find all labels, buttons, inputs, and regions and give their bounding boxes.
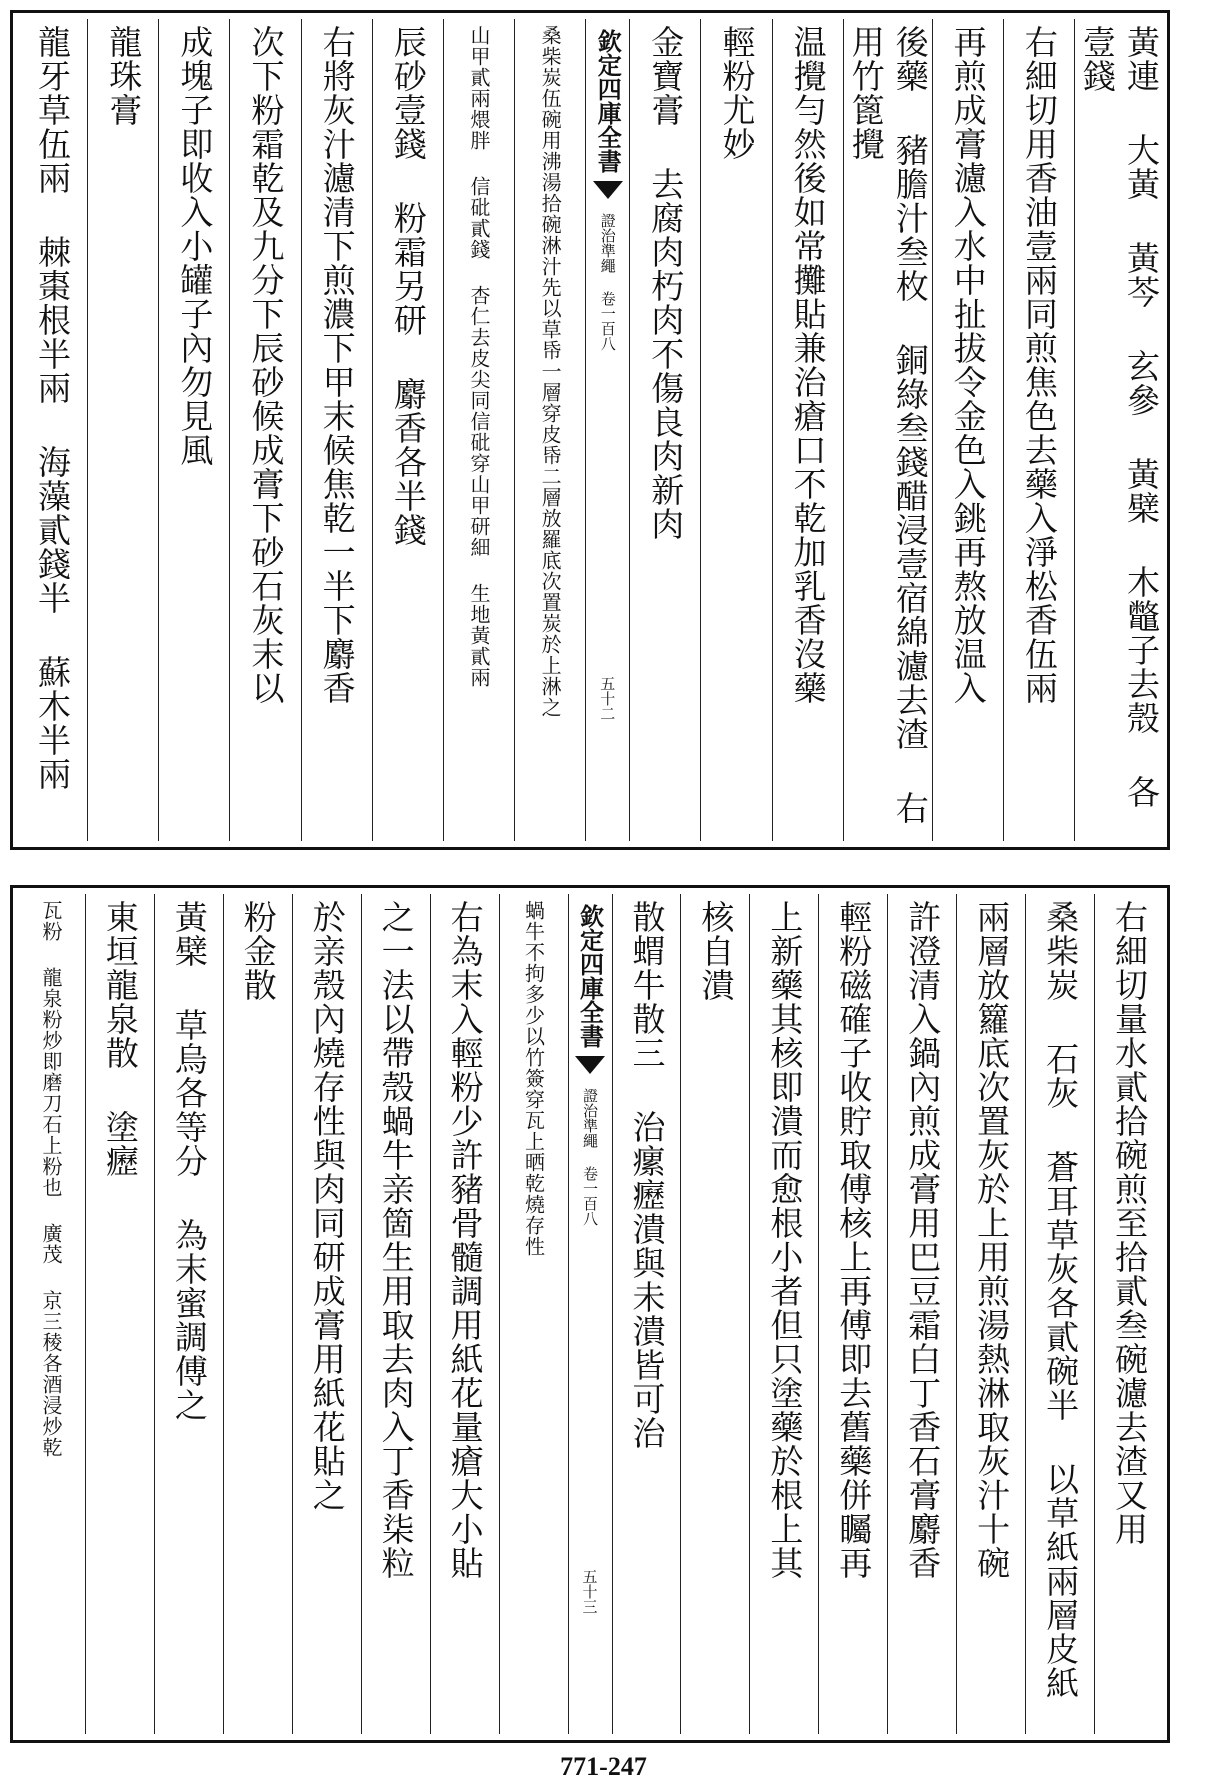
text-column xyxy=(887,894,956,1734)
column-text: 後藥 豬膽汁叁枚 銅綠叁錢醋浸壹宿綿濾去渣 右用竹篦攪 xyxy=(846,25,930,825)
column-text: 桑柴炭伍碗用沸湯拾碗淋汁先以草帋一層穿皮帋二層放羅底次置炭於上淋之 xyxy=(538,25,563,718)
text-column xyxy=(499,894,568,1734)
column-text: 上新藥其核即潰而愈根小者但只塗藥於根上其 xyxy=(765,900,805,1580)
column-text: 許澄清入鍋內煎成膏用巴豆霜白丁香石膏麝香 xyxy=(903,900,943,1580)
column-text: 黃檗 草烏各等分 為末蜜調傅之 xyxy=(169,900,209,1422)
column-text: 次下粉霜乾及九分下辰砂候成膏下砂石灰末以 xyxy=(246,25,286,705)
column-text: 之一法以帶殼蝸牛亲箇生用取去肉入丁香柒粒 xyxy=(376,900,416,1580)
page-number: 五十二 xyxy=(598,676,617,721)
column-text: 兩層放籮底次置灰於上用煎湯熱淋取灰汁十碗 xyxy=(972,900,1012,1580)
column-text: 龍牙草伍兩 棘棗根半兩 海藻貳錢半 蘇木半兩 xyxy=(33,25,73,791)
top-page-panel xyxy=(10,10,1170,850)
text-column xyxy=(443,19,514,841)
column-text: 東垣龍泉散 塗癧 xyxy=(100,900,140,1178)
text-column xyxy=(154,894,223,1734)
column-text: 金寶膏 去腐肉朽肉不傷良肉新肉 xyxy=(646,25,686,541)
text-column xyxy=(956,894,1025,1734)
column-text: 辰砂壹錢 粉霜另研 麝香各半錢 xyxy=(388,25,428,547)
column-text: 核自潰 xyxy=(696,900,736,1002)
column-text: 蝸牛不拘多少以竹簽穿瓦上晒乾燒存性 xyxy=(521,900,546,1257)
column-text: 右為末入輕粉少許豬骨髓調用紙花量瘡大小貼 xyxy=(445,900,485,1580)
volume-label: 證治準繩 卷一百八 xyxy=(581,1088,599,1226)
column-text: 輕粉尤妙 xyxy=(717,25,757,161)
column-text: 右細切用香油壹兩同煎焦色去藥入淨松香伍兩 xyxy=(1019,25,1059,705)
column-text: 山甲貳兩煨胖 信砒貳錢 杏仁去皮尖同信砒穿山甲研細 生地黃貳兩 xyxy=(466,25,491,688)
column-text: 桑柴炭 石灰 蒼耳草灰各貳碗半 以草紙兩層皮紙 xyxy=(1041,900,1081,1700)
text-column xyxy=(1094,894,1163,1734)
column-text: 右細切量水貳拾碗煎至拾貳叁碗濾去渣又用 xyxy=(1110,900,1150,1546)
column-text: 温攪勻然後如常攤貼兼治瘡口不乾加乳香沒藥 xyxy=(788,25,828,705)
column-text: 龍珠膏 xyxy=(104,25,144,127)
fishtail-mark-icon xyxy=(575,1056,605,1084)
text-column xyxy=(17,19,87,841)
text-column xyxy=(629,19,700,841)
text-column xyxy=(372,19,443,841)
center-fold-column xyxy=(585,19,629,841)
book-title: 欽定四庫全書 xyxy=(575,904,605,1048)
column-text: 黃連 大黃 黃芩 玄參 黃檗 木鼈子去殼 各壹錢 xyxy=(1078,25,1161,809)
column-text: 輕粉磁確子收貯取傅核上再傅即去舊藥併矚再 xyxy=(834,900,874,1580)
text-column xyxy=(229,19,300,841)
column-text: 再煎成膏濾入水中扯拔令金色入銚再熬放温入 xyxy=(948,25,988,705)
page-number: 五十三 xyxy=(580,1569,599,1614)
text-column xyxy=(87,19,158,841)
text-column xyxy=(158,19,229,841)
fishtail-mark-icon xyxy=(593,181,623,209)
volume-label: 證治準繩 卷一百八 xyxy=(598,213,617,351)
page-footer-number: 771-247 xyxy=(560,1752,647,1781)
book-title: 欽定四庫全書 xyxy=(593,29,623,173)
text-column xyxy=(1003,19,1074,841)
text-column xyxy=(223,894,292,1734)
bottom-page-panel xyxy=(10,885,1170,1743)
text-column xyxy=(818,894,887,1734)
column-text: 瓦粉 龍泉粉炒即磨刀石上粉也 廣茂 京三稜各酒浸炒乾 xyxy=(38,900,63,1458)
text-column xyxy=(843,19,932,841)
text-column xyxy=(932,19,1003,841)
text-column xyxy=(17,894,85,1734)
center-fold-column xyxy=(568,894,612,1734)
text-column xyxy=(612,894,681,1734)
text-column xyxy=(85,894,154,1734)
column-text: 於亲殼內燒存性與肉同研成膏用紙花貼之 xyxy=(307,900,347,1512)
text-column xyxy=(514,19,585,841)
text-column xyxy=(772,19,843,841)
text-column xyxy=(700,19,771,841)
column-text: 粉金散 xyxy=(238,900,278,1002)
text-column xyxy=(301,19,372,841)
text-column xyxy=(1025,894,1094,1734)
text-column xyxy=(292,894,361,1734)
text-column xyxy=(361,894,430,1734)
column-text: 散蝟牛散三 治瘰癧潰與未潰皆可治 xyxy=(627,900,667,1450)
text-column xyxy=(1074,19,1163,841)
text-column xyxy=(680,894,749,1734)
column-text: 右將灰汁濾清下煎濃下甲末候焦乾一半下麝香 xyxy=(317,25,357,705)
text-column xyxy=(749,894,818,1734)
text-column xyxy=(430,894,499,1734)
column-text: 成塊子即收入小罐子內勿見風 xyxy=(175,25,215,467)
